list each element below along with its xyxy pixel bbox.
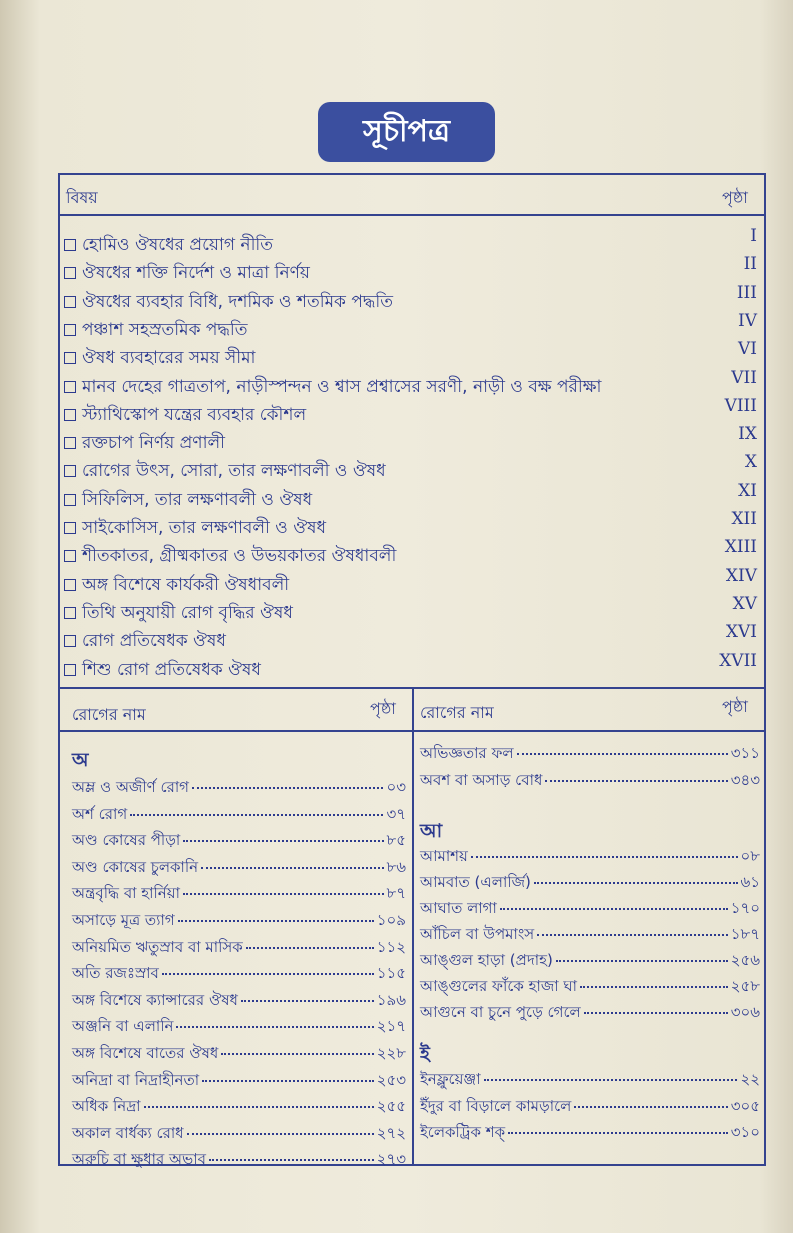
- entry-page: ৩০৬: [730, 1003, 760, 1021]
- contents-item-label: রক্তচাপ নির্ণয় প্রণালী: [82, 433, 226, 454]
- contents-item[interactable]: [64, 430, 225, 458]
- index-entry[interactable]: [420, 1001, 760, 1026]
- checkbox-square-icon: [64, 381, 76, 393]
- dot-leader: [500, 908, 728, 910]
- contents-item-page: II: [743, 254, 757, 275]
- page-header-left: পৃষ্ঠা: [370, 699, 396, 718]
- index-entry[interactable]: [72, 1122, 406, 1147]
- letter-heading-i: ই: [420, 1043, 430, 1065]
- checkbox-square-icon: [64, 352, 76, 364]
- contents-item[interactable]: [64, 657, 261, 685]
- entry-page: ২৭২: [376, 1123, 406, 1142]
- checkbox-square-icon: [64, 579, 76, 591]
- contents-item-label: মানব দেহের গাত্রতাপ, নাড়ীস্পন্দন ও শ্বাস প্রশ্বাসের সরণী, নাড়ী ও বক্ষ পরীক্ষা: [82, 376, 602, 397]
- divider: [58, 730, 766, 732]
- entry-page: ২৫৩: [376, 1070, 406, 1089]
- contents-item-label: তিথি অনুযায়ী রোগ বৃদ্ধির ঔষধ: [82, 602, 293, 623]
- dot-leader: [209, 1159, 374, 1161]
- dot-leader: [471, 856, 738, 858]
- contents-item-page: IX: [738, 424, 757, 445]
- dot-leader: [176, 1026, 373, 1028]
- dot-leader: [537, 934, 728, 936]
- index-entry[interactable]: [72, 1042, 406, 1067]
- checkbox-square-icon: [64, 635, 76, 647]
- contents-item-page: VIII: [724, 395, 757, 416]
- entry-label: অনিয়মিত ঋতুস্রাব বা মাসিক: [72, 937, 243, 956]
- index-entry[interactable]: [72, 1015, 406, 1040]
- index-entry[interactable]: [420, 1068, 760, 1093]
- name-header-left: রোগের নাম: [72, 705, 146, 724]
- column-divider: [412, 687, 414, 1166]
- contents-item-page: XV: [732, 593, 757, 614]
- index-entry[interactable]: [72, 989, 406, 1014]
- contents-item-page: XII: [731, 509, 757, 529]
- name-header-right: রোগের নাম: [420, 703, 494, 722]
- entry-label: ইঁদুর বা বিড়ালে কামড়ালে: [420, 1096, 572, 1115]
- contents-item-label: স্ট্যাথিস্কোপ যন্ত্রের ব্যবহার কৌশল: [82, 404, 307, 425]
- dot-leader: [183, 893, 384, 895]
- contents-item-page: X: [744, 452, 757, 473]
- contents-item-label: রোগ প্রতিষেধক ঔষধ: [82, 631, 226, 652]
- entry-page: ০৮: [740, 847, 760, 865]
- contents-item[interactable]: [64, 572, 289, 600]
- entry-label: আঙ্গুল হাড়া (প্রদাহ): [420, 951, 553, 969]
- contents-item-label: পঞ্চাশ সহস্রতমিক পদ্ধতি: [82, 319, 248, 340]
- contents-item[interactable]: [64, 232, 273, 260]
- index-entry[interactable]: [72, 1148, 406, 1173]
- contents-item[interactable]: [64, 289, 393, 317]
- entry-label: অণ্ড কোষের চুলকানি: [72, 857, 199, 876]
- index-entry[interactable]: [72, 962, 406, 987]
- dot-leader: [580, 986, 728, 988]
- entry-label: অন্ত্রবৃদ্ধি বা হার্নিয়া: [72, 884, 180, 903]
- index-entry[interactable]: [420, 769, 760, 794]
- contents-item[interactable]: [64, 487, 312, 515]
- entry-label: অকাল বার্ধক্য রোধ: [72, 1123, 184, 1142]
- entry-page: ২১৭: [376, 1017, 406, 1036]
- contents-item-page: XI: [738, 480, 757, 501]
- index-entry[interactable]: [72, 882, 406, 907]
- index-entry[interactable]: [420, 1121, 760, 1146]
- index-entry[interactable]: [72, 856, 406, 881]
- checkbox-square-icon: [64, 550, 76, 562]
- contents-item-page: XVII: [719, 650, 757, 671]
- letter-heading-a: অ: [72, 749, 89, 771]
- entry-label: ইনফ্লুয়েঞ্জা: [420, 1070, 481, 1088]
- entry-page: ১১৫: [376, 964, 406, 983]
- divider: [58, 214, 766, 216]
- contents-item-label: রোগের উৎস, সোরা, তার লক্ষণাবলী ও ঔষধ: [82, 461, 386, 482]
- contents-item-page: III: [736, 282, 757, 303]
- index-entry[interactable]: [420, 975, 760, 1000]
- contents-item-label: ঔষধ ব্যবহারের সময় সীমা: [82, 348, 256, 369]
- index-entry[interactable]: [420, 845, 760, 870]
- entry-page: ১৭০: [730, 899, 760, 917]
- entry-page: ২৭৩: [376, 1150, 406, 1169]
- index-entry[interactable]: [72, 1095, 406, 1120]
- entry-label: আমবাত (এলার্জি): [420, 873, 531, 891]
- index-entry[interactable]: [72, 776, 406, 801]
- entry-label: অম্ল ও অজীর্ণ রোগ: [72, 778, 190, 796]
- entry-label: আমাশয়: [420, 847, 468, 865]
- contents-item[interactable]: [64, 402, 306, 430]
- checkbox-square-icon: [64, 296, 76, 308]
- index-entry[interactable]: [72, 803, 406, 828]
- entry-label: অর্শ রোগ: [72, 804, 128, 823]
- contents-item-page: VI: [738, 339, 757, 360]
- entry-page: ২২৮: [376, 1044, 406, 1062]
- contents-item-page: IV: [738, 310, 757, 331]
- entry-page: ৩১১: [730, 744, 760, 762]
- entry-label: আগুনে বা চুনে পুড়ে গেলে: [420, 1003, 581, 1021]
- checkbox-square-icon: [64, 465, 76, 477]
- contents-item-page: XVI: [725, 622, 757, 643]
- contents-item[interactable]: [64, 345, 255, 373]
- entry-page: ২৫৬: [730, 951, 760, 969]
- dot-leader: [201, 867, 383, 869]
- checkbox-square-icon: [64, 664, 76, 676]
- contents-item[interactable]: [64, 543, 396, 571]
- letter-heading-aa: আ: [420, 820, 443, 842]
- entry-label: অরুচি বা ক্ষুধার অভাব: [72, 1150, 206, 1169]
- page-header: পৃষ্ঠা: [722, 188, 748, 207]
- index-entry[interactable]: [72, 936, 406, 961]
- contents-item[interactable]: [64, 600, 293, 628]
- dot-leader: [192, 787, 383, 789]
- entry-page: ১০৯: [376, 911, 406, 929]
- entry-page: ৮৫: [386, 831, 406, 850]
- dot-leader: [484, 1079, 738, 1081]
- index-entry[interactable]: [72, 909, 406, 934]
- entry-label: অঙ্গ বিশেষে ক্যান্সারের ঔষধ: [72, 990, 238, 1009]
- entry-page: ৩৪৩: [730, 771, 760, 789]
- dot-leader: [130, 814, 383, 816]
- entry-page: ১৮৭: [730, 925, 760, 943]
- contents-item-label: সাইকোসিস, তার লক্ষণাবলী ও ঔষধ: [82, 518, 327, 538]
- contents-item[interactable]: [64, 458, 386, 486]
- index-entry[interactable]: [420, 1095, 760, 1120]
- entry-page: ৬১: [740, 873, 760, 891]
- contents-item-page: XIII: [724, 537, 757, 558]
- dot-leader: [144, 1106, 374, 1108]
- entry-page: ২২: [740, 1070, 760, 1088]
- entry-page: ১১২: [376, 937, 406, 956]
- contents-item-page: VII: [731, 367, 757, 388]
- dot-leader: [221, 1053, 373, 1055]
- dot-leader: [556, 960, 728, 962]
- entry-page: ৩০৫: [730, 1096, 760, 1115]
- entry-label: অভিজ্ঞতার ফল: [420, 744, 514, 762]
- contents-item-label: সিফিলিস, তার লক্ষণাবলী ও ঔষধ: [82, 489, 313, 510]
- entry-label: অবশ বা অসাড় বোধ: [420, 771, 543, 789]
- checkbox-square-icon: [64, 324, 76, 336]
- checkbox-square-icon: [64, 494, 76, 506]
- contents-item-label: শীতকাতর, গ্রীষ্মকাতর ও উভয়কাতর ঔষধাবলী: [82, 546, 397, 567]
- checkbox-square-icon: [64, 522, 76, 534]
- index-entry[interactable]: [420, 897, 760, 922]
- entry-label: অঞ্জনি বা এলানি: [72, 1017, 174, 1036]
- contents-item-page: XIV: [725, 565, 757, 586]
- index-entry[interactable]: [420, 923, 760, 948]
- index-entry[interactable]: [420, 949, 760, 974]
- entry-label: ইলেকট্রিক শক্: [420, 1123, 506, 1141]
- contents-item[interactable]: [64, 628, 226, 656]
- entry-page: ০৩: [386, 778, 406, 796]
- checkbox-square-icon: [64, 437, 76, 449]
- dot-leader: [584, 1012, 728, 1014]
- contents-item-page: I: [750, 226, 757, 246]
- contents-item-label: ঔষধের শক্তি নির্দেশ ও মাত্রা নির্ণয়: [82, 263, 310, 284]
- contents-item[interactable]: [64, 374, 601, 402]
- checkbox-square-icon: [64, 239, 76, 251]
- contents-item-label: শিশু রোগ প্রতিষেধক ঔষধ: [82, 659, 261, 680]
- dot-leader: [241, 1000, 374, 1002]
- dot-leader: [574, 1106, 727, 1108]
- entry-label: অনিদ্রা বা নিদ্রাহীনতা: [72, 1070, 200, 1089]
- dot-leader: [162, 973, 374, 975]
- dot-leader: [183, 840, 383, 842]
- dot-leader: [534, 882, 738, 884]
- contents-item-label: হোমিও ঔষধের প্রয়োগ নীতি: [82, 235, 274, 255]
- dot-leader: [545, 780, 727, 782]
- subject-header: বিষয়: [66, 188, 98, 207]
- index-entry[interactable]: [420, 871, 760, 896]
- dot-leader: [246, 947, 374, 949]
- checkbox-square-icon: [64, 267, 76, 279]
- contents-item[interactable]: [64, 515, 326, 543]
- index-entry[interactable]: [420, 742, 760, 767]
- entry-label: অণ্ড কোষের পীড়া: [72, 831, 181, 850]
- contents-item[interactable]: [64, 260, 310, 288]
- contents-item-label: ঔষধের ব্যবহার বিধি, দশমিক ও শতমিক পদ্ধতি: [82, 291, 393, 312]
- entry-page: ৩৭: [386, 804, 406, 823]
- index-entry[interactable]: [72, 829, 406, 854]
- contents-item[interactable]: [64, 317, 248, 345]
- contents-item-label: অঙ্গ বিশেষে কার্যকরী ঔষধাবলী: [82, 574, 290, 595]
- contents-title: সূচীপত্র: [318, 102, 495, 162]
- entry-page: ২৫৫: [376, 1097, 406, 1116]
- entry-page: ৩১০: [730, 1123, 760, 1141]
- dot-leader: [202, 1080, 374, 1082]
- entry-page: ১৯৬: [376, 990, 406, 1009]
- entry-label: আঙ্গুলের ফাঁকে হাজা ঘা: [420, 977, 578, 995]
- entry-page: ৮৭: [386, 884, 406, 903]
- index-entry[interactable]: [72, 1069, 406, 1094]
- entry-label: অধিক নিদ্রা: [72, 1097, 141, 1116]
- entry-label: আঘাত লাগা: [420, 899, 497, 917]
- page-header-right: পৃষ্ঠা: [722, 697, 748, 716]
- checkbox-square-icon: [64, 607, 76, 619]
- entry-page: ২৫৮: [730, 977, 760, 995]
- entry-label: অতি রজঃস্রাব: [72, 964, 159, 983]
- entry-label: অঙ্গ বিশেষে বাতের ঔষধ: [72, 1044, 219, 1062]
- dot-leader: [178, 920, 374, 922]
- entry-label: অসাড়ে মূত্র ত্যাগ: [72, 911, 175, 929]
- entry-page: ৮৬: [386, 857, 406, 876]
- dot-leader: [187, 1133, 374, 1135]
- checkbox-square-icon: [64, 409, 76, 421]
- dot-leader: [517, 753, 728, 755]
- entry-label: আঁচিল বা উপমাংস: [420, 925, 535, 943]
- dot-leader: [508, 1132, 728, 1134]
